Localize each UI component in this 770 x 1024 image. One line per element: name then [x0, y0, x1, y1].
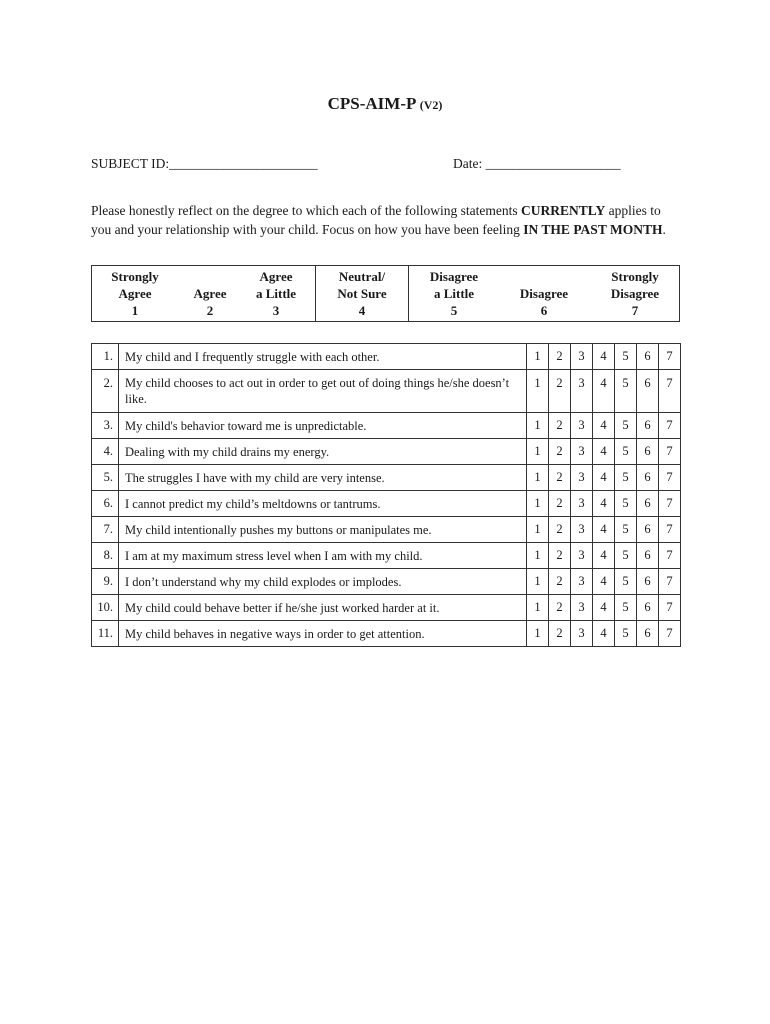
- rating-option-1[interactable]: 1: [527, 543, 549, 569]
- question-row: [92, 465, 681, 491]
- question-row: [92, 370, 681, 413]
- rating-option-3[interactable]: 3: [571, 370, 593, 413]
- scale-option-line2: a Little: [255, 286, 297, 301]
- scale-option-line2: a Little: [433, 286, 475, 301]
- rating-option-2[interactable]: 2: [549, 595, 571, 621]
- rating-option-7[interactable]: 7: [659, 465, 681, 491]
- rating-option-6[interactable]: 6: [637, 370, 659, 413]
- question-text: My child and I frequently struggle with each other.: [119, 344, 527, 370]
- rating-option-5[interactable]: 5: [615, 595, 637, 621]
- scale-option-line1: [498, 268, 590, 285]
- question-text: My child's behavior toward me is unpredictable.: [119, 413, 527, 439]
- rating-option-4[interactable]: 4: [593, 344, 615, 370]
- rating-option-3[interactable]: 3: [571, 595, 593, 621]
- rating-option-5[interactable]: 5: [615, 517, 637, 543]
- scale-option-7: [592, 268, 678, 319]
- question-row: [92, 543, 681, 569]
- instructions-text-2: applies to you and your relationship with your child. Focus on how you have been feeling: [91, 203, 661, 237]
- rating-option-6[interactable]: 6: [637, 344, 659, 370]
- form-title: [0, 94, 770, 114]
- rating-option-1[interactable]: 1: [527, 413, 549, 439]
- rating-option-5[interactable]: 5: [615, 569, 637, 595]
- rating-option-7[interactable]: 7: [659, 621, 681, 647]
- scale-option-line1: Neutral/: [338, 269, 386, 284]
- rating-option-3[interactable]: 3: [571, 569, 593, 595]
- question-number: 5.: [92, 465, 119, 491]
- rating-option-1[interactable]: 1: [527, 595, 549, 621]
- rating-option-3[interactable]: 3: [571, 517, 593, 543]
- question-row: [92, 344, 681, 370]
- rating-option-5[interactable]: 5: [615, 543, 637, 569]
- scale-option-line3: 5: [450, 303, 458, 318]
- question-number: 6.: [92, 491, 119, 517]
- rating-option-7[interactable]: 7: [659, 543, 681, 569]
- scale-option-line3: 3: [272, 303, 280, 318]
- rating-option-4[interactable]: 4: [593, 439, 615, 465]
- question-row: [92, 439, 681, 465]
- question-number: 2.: [92, 370, 119, 413]
- scale-option-6: [498, 268, 590, 319]
- rating-option-7[interactable]: 7: [659, 595, 681, 621]
- rating-option-2[interactable]: 2: [549, 344, 571, 370]
- rating-option-2[interactable]: 2: [549, 621, 571, 647]
- rating-option-1[interactable]: 1: [527, 344, 549, 370]
- rating-option-2[interactable]: 2: [549, 517, 571, 543]
- scale-option-line3: 6: [540, 303, 548, 318]
- date-field[interactable]: Date: ____________________: [453, 156, 621, 171]
- rating-option-7[interactable]: 7: [659, 569, 681, 595]
- rating-option-3[interactable]: 3: [571, 491, 593, 517]
- rating-option-7[interactable]: 7: [659, 344, 681, 370]
- questionnaire-table: [91, 343, 681, 647]
- rating-option-2[interactable]: 2: [549, 439, 571, 465]
- scale-option-line2: Not Sure: [337, 286, 387, 301]
- instructions: [91, 201, 681, 239]
- question-row: [92, 569, 681, 595]
- rating-option-1[interactable]: 1: [527, 621, 549, 647]
- question-number: 11.: [92, 621, 119, 647]
- question-row: [92, 491, 681, 517]
- rating-option-1[interactable]: 1: [527, 517, 549, 543]
- subject-id-field[interactable]: SUBJECT ID:______________________: [91, 156, 318, 171]
- rating-option-6[interactable]: 6: [637, 439, 659, 465]
- instructions-text-3: .: [662, 222, 666, 237]
- rating-option-2[interactable]: 2: [549, 491, 571, 517]
- rating-option-3[interactable]: 3: [571, 465, 593, 491]
- rating-option-3[interactable]: 3: [571, 621, 593, 647]
- rating-option-4[interactable]: 4: [593, 543, 615, 569]
- scale-option-3: [240, 268, 312, 319]
- instructions-emphasis-1: CURRENTLY: [520, 203, 606, 218]
- rating-option-2[interactable]: 2: [549, 370, 571, 413]
- scale-option-line1: Disagree: [429, 269, 479, 284]
- scale-option-line2: Disagree: [610, 286, 660, 301]
- rating-option-5[interactable]: 5: [615, 413, 637, 439]
- rating-option-6[interactable]: 6: [637, 543, 659, 569]
- question-row: [92, 595, 681, 621]
- question-number: 8.: [92, 543, 119, 569]
- question-row: [92, 517, 681, 543]
- scale-option-line3: 1: [131, 303, 139, 318]
- question-number: 4.: [92, 439, 119, 465]
- rating-option-7[interactable]: 7: [659, 370, 681, 413]
- rating-option-6[interactable]: 6: [637, 413, 659, 439]
- rating-option-6[interactable]: 6: [637, 491, 659, 517]
- scale-option-5: [410, 268, 498, 319]
- rating-option-6[interactable]: 6: [637, 595, 659, 621]
- scale-option-line2: Disagree: [519, 286, 569, 301]
- rating-option-3[interactable]: 3: [571, 413, 593, 439]
- rating-option-1[interactable]: 1: [527, 439, 549, 465]
- rating-option-4[interactable]: 4: [593, 370, 615, 413]
- question-row: [92, 621, 681, 647]
- scale-option-line1: Strongly: [611, 269, 659, 284]
- instructions-text-1: Please honestly reflect on the degree to which each of the following statements: [91, 203, 521, 218]
- response-scale-key: [91, 265, 680, 322]
- question-number: 7.: [92, 517, 119, 543]
- rating-option-4[interactable]: 4: [593, 569, 615, 595]
- question-text: I don’t understand why my child explodes or implodes.: [119, 569, 527, 595]
- scale-option-line1: Strongly: [111, 269, 159, 284]
- rating-option-4[interactable]: 4: [593, 465, 615, 491]
- question-text: Dealing with my child drains my energy.: [119, 439, 527, 465]
- rating-option-2[interactable]: 2: [549, 569, 571, 595]
- question-text: My child behaves in negative ways in order to get attention.: [119, 621, 527, 647]
- question-text: I am at my maximum stress level when I am with my child.: [119, 543, 527, 569]
- question-row: [92, 413, 681, 439]
- rating-option-2[interactable]: 2: [549, 413, 571, 439]
- rating-option-6[interactable]: 6: [637, 569, 659, 595]
- scale-option-line1: [174, 268, 246, 285]
- rating-option-5[interactable]: 5: [615, 491, 637, 517]
- rating-option-1[interactable]: 1: [527, 569, 549, 595]
- form-version: (V2): [419, 98, 443, 112]
- question-number: 3.: [92, 413, 119, 439]
- rating-option-6[interactable]: 6: [637, 517, 659, 543]
- question-number: 10.: [92, 595, 119, 621]
- rating-option-5[interactable]: 5: [615, 439, 637, 465]
- question-text: I cannot predict my child’s meltdowns or tantrums.: [119, 491, 527, 517]
- question-number: 1.: [92, 344, 119, 370]
- rating-option-7[interactable]: 7: [659, 413, 681, 439]
- rating-option-1[interactable]: 1: [527, 465, 549, 491]
- rating-option-2[interactable]: 2: [549, 543, 571, 569]
- rating-option-4[interactable]: 4: [593, 491, 615, 517]
- scale-option-line3: 4: [358, 303, 366, 318]
- scale-option-line2: Agree: [193, 286, 227, 301]
- question-text: The struggles I have with my child are very intense.: [119, 465, 527, 491]
- question-text: My child intentionally pushes my buttons or manipulates me.: [119, 517, 527, 543]
- rating-option-7[interactable]: 7: [659, 439, 681, 465]
- rating-option-7[interactable]: 7: [659, 517, 681, 543]
- rating-option-5[interactable]: 5: [615, 621, 637, 647]
- scale-option-line3: 7: [631, 303, 639, 318]
- scale-option-line3: 2: [206, 303, 214, 318]
- scale-divider: [408, 266, 409, 321]
- scale-option-line2: Agree: [118, 286, 152, 301]
- scale-option-line1: Agree: [259, 269, 293, 284]
- form-title-text: CPS-AIM-P: [327, 94, 416, 113]
- rating-option-6[interactable]: 6: [637, 621, 659, 647]
- scale-option-2: [174, 268, 246, 319]
- rating-option-5[interactable]: 5: [615, 370, 637, 413]
- rating-option-7[interactable]: 7: [659, 491, 681, 517]
- scale-option-4: [316, 268, 408, 319]
- rating-option-1[interactable]: 1: [527, 370, 549, 413]
- question-number: 9.: [92, 569, 119, 595]
- rating-option-2[interactable]: 2: [549, 465, 571, 491]
- rating-option-4[interactable]: 4: [593, 595, 615, 621]
- rating-option-4[interactable]: 4: [593, 413, 615, 439]
- rating-option-4[interactable]: 4: [593, 517, 615, 543]
- rating-option-6[interactable]: 6: [637, 465, 659, 491]
- instructions-emphasis-2: IN THE PAST MONTH: [523, 222, 663, 237]
- question-text: My child chooses to act out in order to get out of doing things he/she doesn’t like.: [119, 370, 527, 413]
- scale-option-1: [96, 268, 174, 319]
- rating-option-4[interactable]: 4: [593, 621, 615, 647]
- question-text: My child could behave better if he/she just worked harder at it.: [119, 595, 527, 621]
- rating-option-3[interactable]: 3: [571, 344, 593, 370]
- rating-option-5[interactable]: 5: [615, 465, 637, 491]
- rating-option-1[interactable]: 1: [527, 491, 549, 517]
- rating-option-3[interactable]: 3: [571, 543, 593, 569]
- rating-option-3[interactable]: 3: [571, 439, 593, 465]
- rating-option-5[interactable]: 5: [615, 344, 637, 370]
